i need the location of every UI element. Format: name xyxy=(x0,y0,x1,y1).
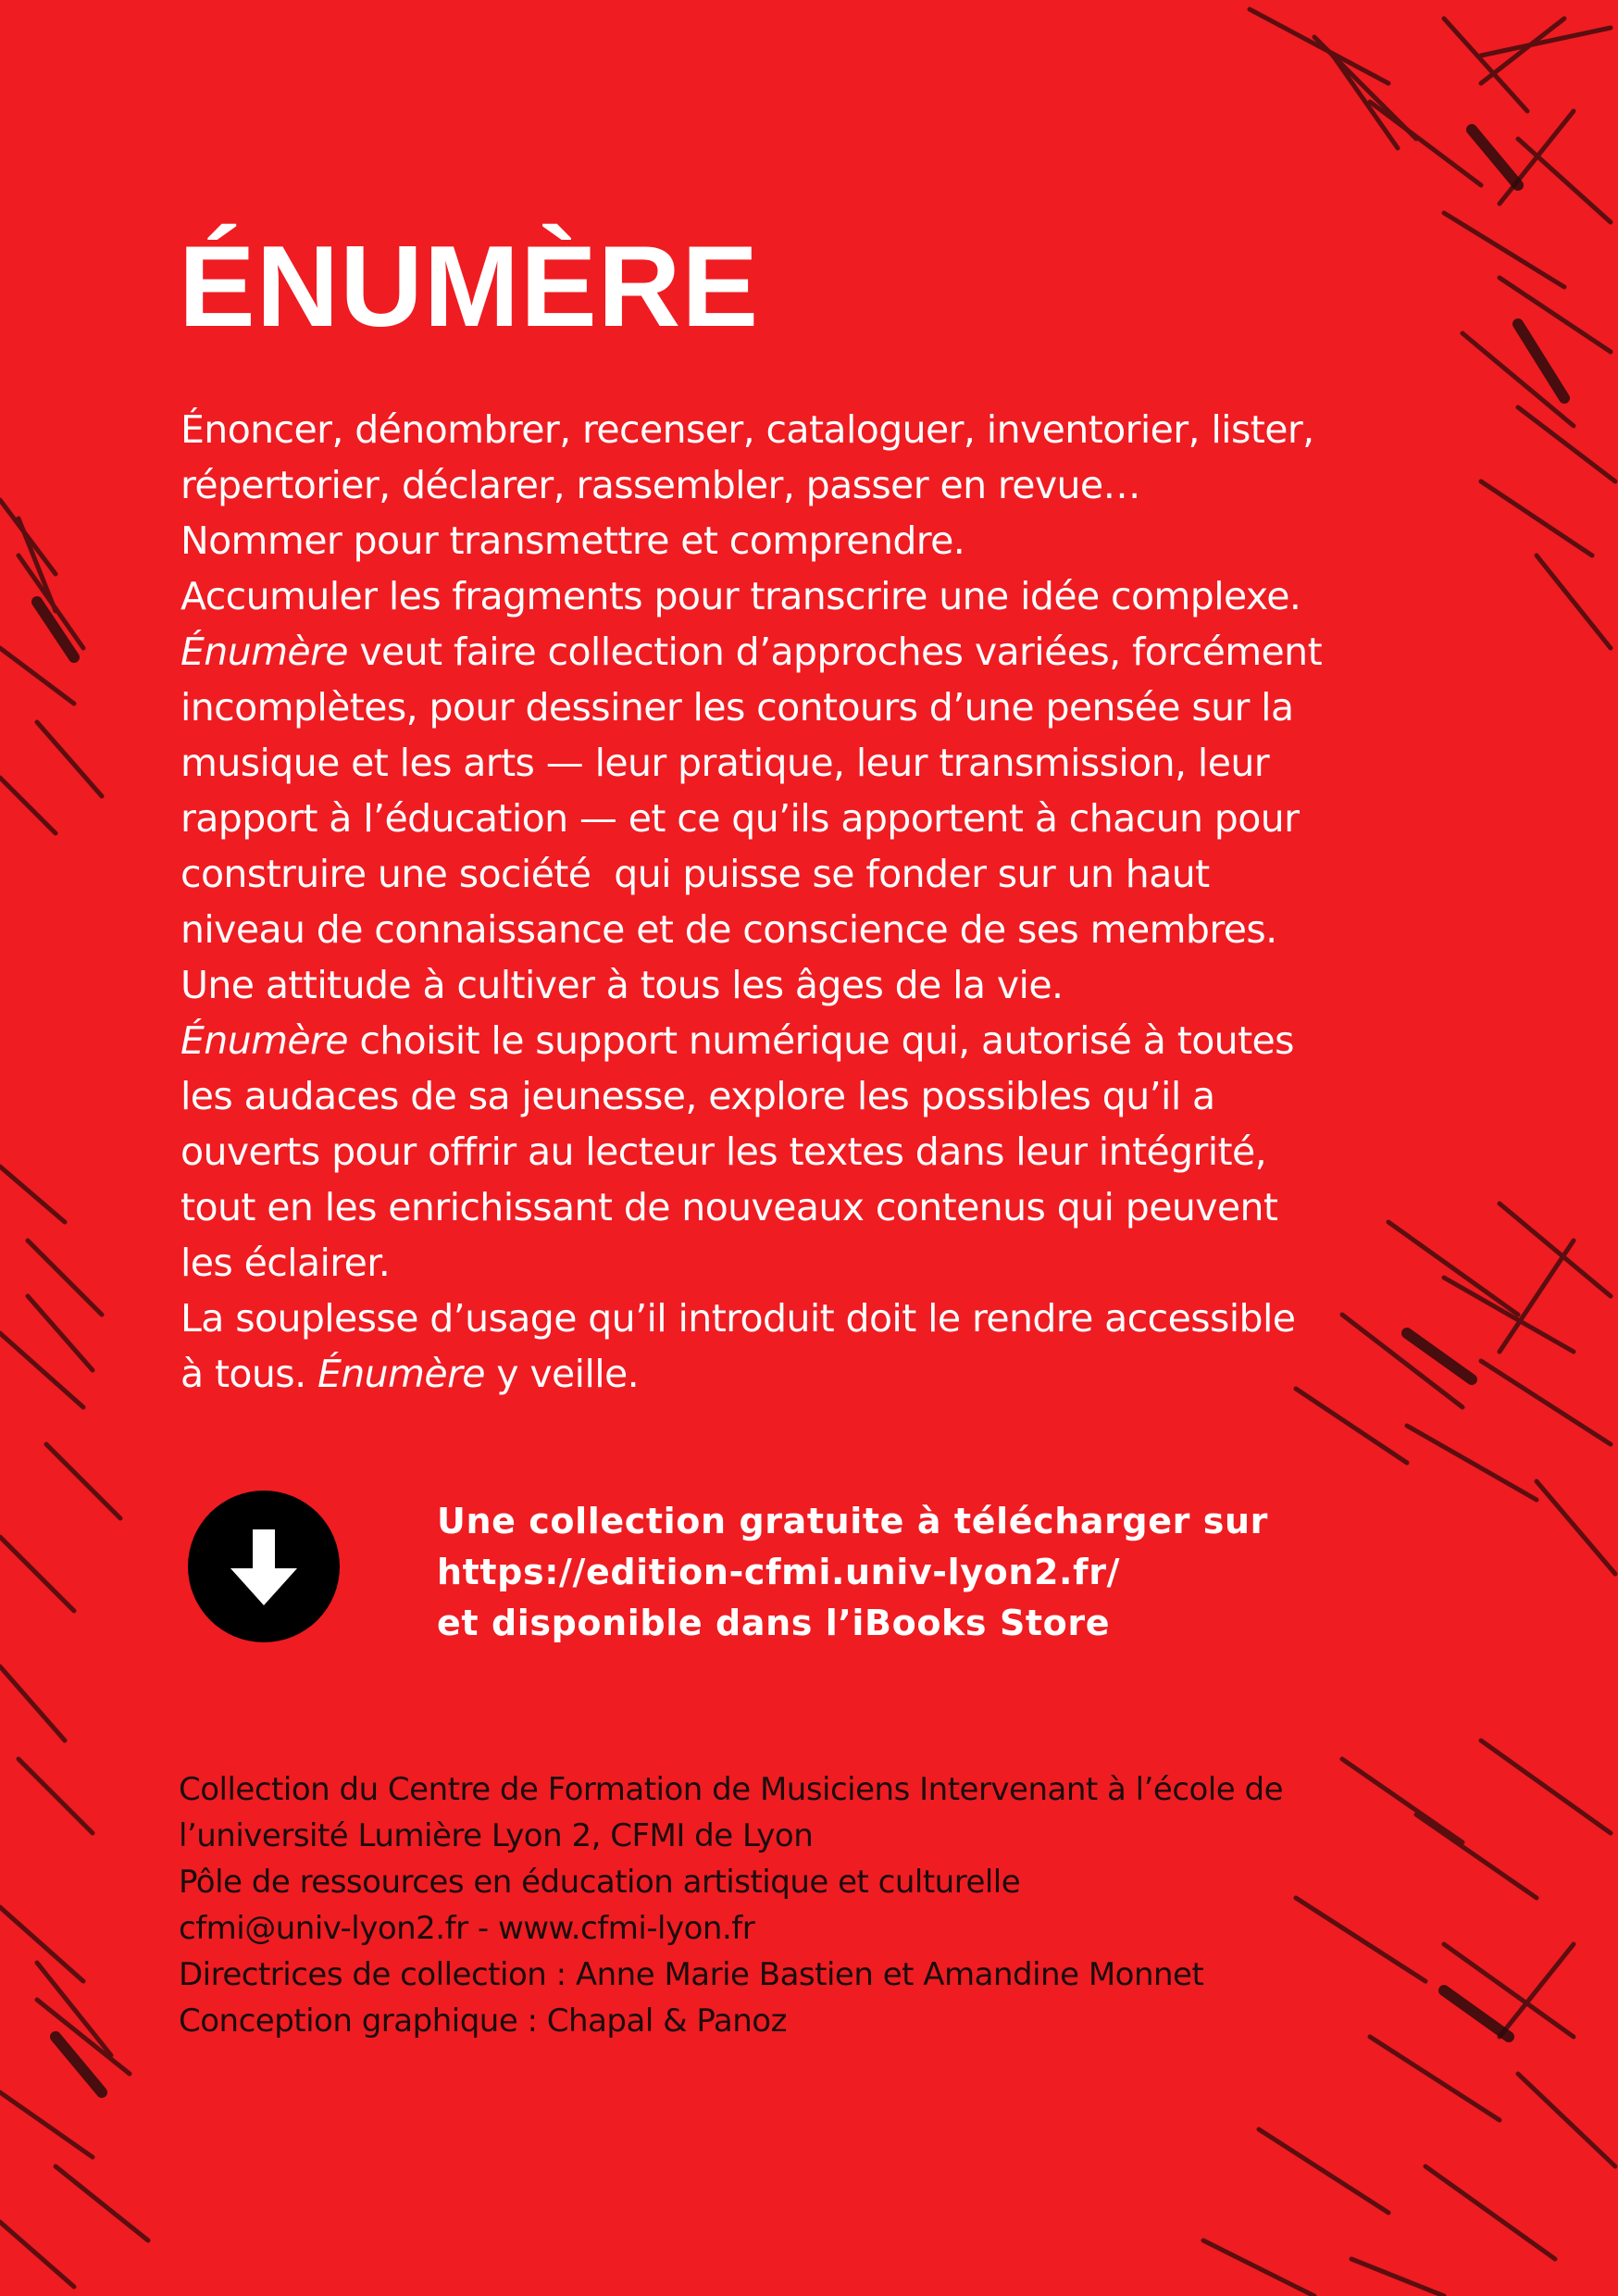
body-line: Une attitude à cultiver à tous les âges de la vie. xyxy=(180,963,1064,1007)
credits-line: l’université Lumière Lyon 2, CFMI de Lyon xyxy=(179,1817,814,1854)
collection-name-italic: Énumère xyxy=(180,630,348,674)
body-line xyxy=(180,624,1458,680)
collection-name-italic: Énumère xyxy=(317,1352,485,1396)
download-url-link[interactable]: https://edition-cfmi.univ-lyon2.fr/ xyxy=(437,1552,1121,1592)
credits-line: Directrices de collection : Anne Marie Bastien et Amandine Monnet xyxy=(179,1956,1204,1993)
download-arrow-icon[interactable] xyxy=(188,1491,340,1642)
description-text xyxy=(180,402,1458,1402)
body-line: construire une société qui puisse se fonder sur un haut xyxy=(180,852,1210,896)
page-title: ÉNUMÈRE xyxy=(179,223,760,351)
body-line: ouverts pour offrir au lecteur les textes dans leur intégrité, xyxy=(180,1129,1267,1174)
credits-line: Pôle de ressources en éducation artistique et culturelle xyxy=(179,1864,1021,1901)
body-line: niveau de connaissance et de conscience de ses membres. xyxy=(180,907,1277,952)
body-line-start: à tous. xyxy=(180,1352,317,1396)
body-line: les éclairer. xyxy=(180,1241,391,1285)
body-line-rest: y veille. xyxy=(484,1352,640,1396)
body-line: Nommer pour transmettre et comprendre. xyxy=(180,518,965,563)
body-line: incomplètes, pour dessiner les contours d’une pensée sur la xyxy=(180,685,1294,730)
body-line-rest: veut faire collection d’approches variées, forcément xyxy=(347,630,1323,674)
credits-line: Collection du Centre de Formation de Musiciens Intervenant à l’école de xyxy=(179,1771,1284,1808)
body-line: répertorier, déclarer, rassembler, passer en revue… xyxy=(180,463,1140,507)
credits-block xyxy=(179,1766,1283,2044)
body-line xyxy=(180,1013,1458,1068)
body-line: tout en les enrichissant de nouveaux contenus qui peuvent xyxy=(180,1185,1278,1229)
download-line: Une collection gratuite à télécharger sur xyxy=(437,1501,1268,1541)
body-line: Accumuler les fragments pour transcrire une idée complexe. xyxy=(180,574,1301,618)
body-line xyxy=(180,1346,1458,1402)
body-line: Énoncer, dénombrer, recenser, cataloguer, inventorier, lister, xyxy=(180,407,1314,452)
body-line: La souplesse d’usage qu’il introduit doit le rendre accessible xyxy=(180,1296,1296,1341)
credits-line: Conception graphique : Chapal & Panoz xyxy=(179,2003,787,2040)
body-line: rapport à l’éducation — et ce qu’ils apportent à chacun pour xyxy=(180,796,1300,841)
body-line: les audaces de sa jeunesse, explore les possibles qu’il a xyxy=(180,1074,1215,1118)
body-line-rest: choisit le support numérique qui, autorisé à toutes xyxy=(347,1018,1294,1063)
contact-links[interactable]: cfmi@univ-lyon2.fr - www.cfmi-lyon.fr xyxy=(179,1910,755,1947)
body-line: musique et les arts — leur pratique, leur transmission, leur xyxy=(180,741,1269,785)
download-info xyxy=(437,1496,1268,1649)
download-line: et disponible dans l’iBooks Store xyxy=(437,1603,1111,1643)
collection-name-italic: Énumère xyxy=(180,1018,348,1063)
